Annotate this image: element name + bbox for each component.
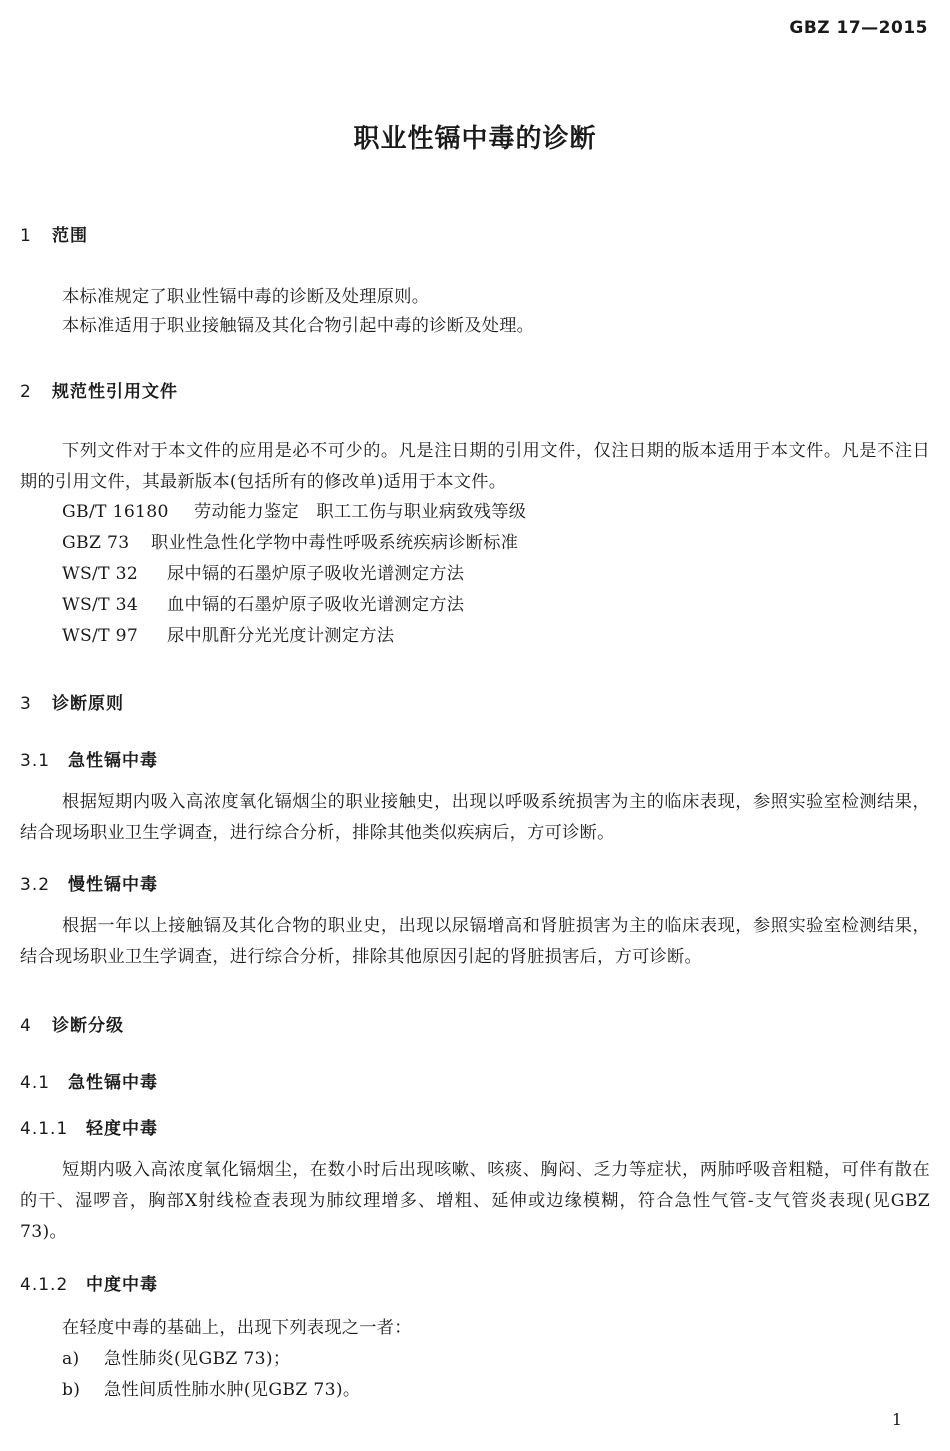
reference-title: 劳动能力鉴定 职工工伤与职业病致残等级 xyxy=(194,502,527,522)
section-number: 4.1 xyxy=(20,1073,51,1093)
reference-item xyxy=(62,497,526,528)
reference-code: WS/T 32 xyxy=(62,564,139,584)
reference-code: GB/T 16180 xyxy=(62,502,169,522)
section-title: 诊断原则 xyxy=(52,694,124,714)
section-3-1-heading xyxy=(20,746,158,771)
section-4-heading xyxy=(20,1011,124,1036)
section-title: 规范性引用文件 xyxy=(52,382,178,402)
section-number: 4.1.1 xyxy=(20,1119,69,1139)
section-4-1-2-heading xyxy=(20,1270,158,1295)
reference-code: WS/T 97 xyxy=(62,626,139,646)
section-number: 2 xyxy=(20,382,32,402)
section-number: 3.1 xyxy=(20,751,51,771)
reference-title: 尿中镉的石墨炉原子吸收光谱测定方法 xyxy=(167,564,465,584)
section-number: 1 xyxy=(20,226,32,246)
section-title: 轻度中毒 xyxy=(86,1119,158,1139)
paragraph: 根据一年以上接触镉及其化合物的职业史，出现以尿镉增高和肾脏损害为主的临床表现，参照实验室检测结果，结合现场职业卫生学调查，进行综合分析，排除其他原因引起的肾脏损害后，方可诊断。 xyxy=(20,916,930,967)
section-3-2-heading xyxy=(20,870,158,895)
reference-item xyxy=(62,559,464,590)
section-number: 4.1.2 xyxy=(20,1275,69,1295)
section-title: 范围 xyxy=(52,226,88,246)
page-title: 职业性镉中毒的诊断 xyxy=(353,124,597,154)
section-number: 3 xyxy=(20,694,32,714)
section-title: 急性镉中毒 xyxy=(68,751,158,771)
section-2-heading xyxy=(20,377,178,402)
standard-code: GBZ 17—2015 xyxy=(789,18,928,38)
paragraph: 在轻度中毒的基础上，出现下列表现之一者： xyxy=(62,1318,412,1338)
section-3-heading xyxy=(20,689,124,714)
section-4-1-1-heading xyxy=(20,1114,158,1139)
reference-title: 血中镉的石墨炉原子吸收光谱测定方法 xyxy=(167,595,465,615)
section-title: 慢性镉中毒 xyxy=(68,875,158,895)
reference-title: 尿中肌酐分光光度计测定方法 xyxy=(167,626,395,646)
paragraph: 本标准规定了职业性镉中毒的诊断及处理原则。 xyxy=(62,287,430,307)
reference-item xyxy=(62,621,394,652)
list-item-label: a) xyxy=(62,1349,80,1369)
list-item-label: b) xyxy=(62,1380,81,1400)
section-title: 诊断分级 xyxy=(52,1016,124,1036)
section-number: 4 xyxy=(20,1016,32,1036)
list-item-text: 急性间质性肺水肿(见GBZ 73)。 xyxy=(104,1380,361,1400)
section-number: 3.2 xyxy=(20,875,51,895)
list-item-text: 急性肺炎(见GBZ 73)； xyxy=(104,1349,291,1369)
reference-item xyxy=(62,590,464,621)
paragraph: 本标准适用于职业接触镉及其化合物引起中毒的诊断及处理。 xyxy=(62,316,535,336)
reference-code: WS/T 34 xyxy=(62,595,139,615)
paragraph: 根据短期内吸入高浓度氧化镉烟尘的职业接触史，出现以呼吸系统损害为主的临床表现，参照实验室检测结果，结合现场职业卫生学调查，进行综合分析，排除其他类似疾病后，方可诊断。 xyxy=(20,792,930,843)
reference-item xyxy=(62,528,518,559)
section-1-heading xyxy=(20,221,88,246)
list-item xyxy=(62,1344,290,1375)
list-item xyxy=(62,1375,360,1406)
page-number: 1 xyxy=(891,1410,902,1429)
paragraph: 下列文件对于本文件的应用是必不可少的。凡是注日期的引用文件，仅注日期的版本适用于本文件。凡是不注日期的引用文件，其最新版本(包括所有的修改单)适用于本文件。 xyxy=(20,441,930,492)
section-title: 急性镉中毒 xyxy=(68,1073,158,1093)
reference-code: GBZ 73 xyxy=(62,533,130,553)
section-4-1-heading xyxy=(20,1068,158,1093)
paragraph: 短期内吸入高浓度氧化镉烟尘，在数小时后出现咳嗽、咳痰、胸闷、乏力等症状，两肺呼吸音粗糙，可伴有散在的干、湿啰音，胸部X射线检查表现为肺纹理增多、增粗、延伸或边缘模糊，符合急性气管-支气管炎表现(见GBZ 73)。 xyxy=(20,1160,930,1242)
section-title: 中度中毒 xyxy=(86,1275,158,1295)
reference-title: 职业性急性化学物中毒性呼吸系统疾病诊断标准 xyxy=(151,533,519,553)
